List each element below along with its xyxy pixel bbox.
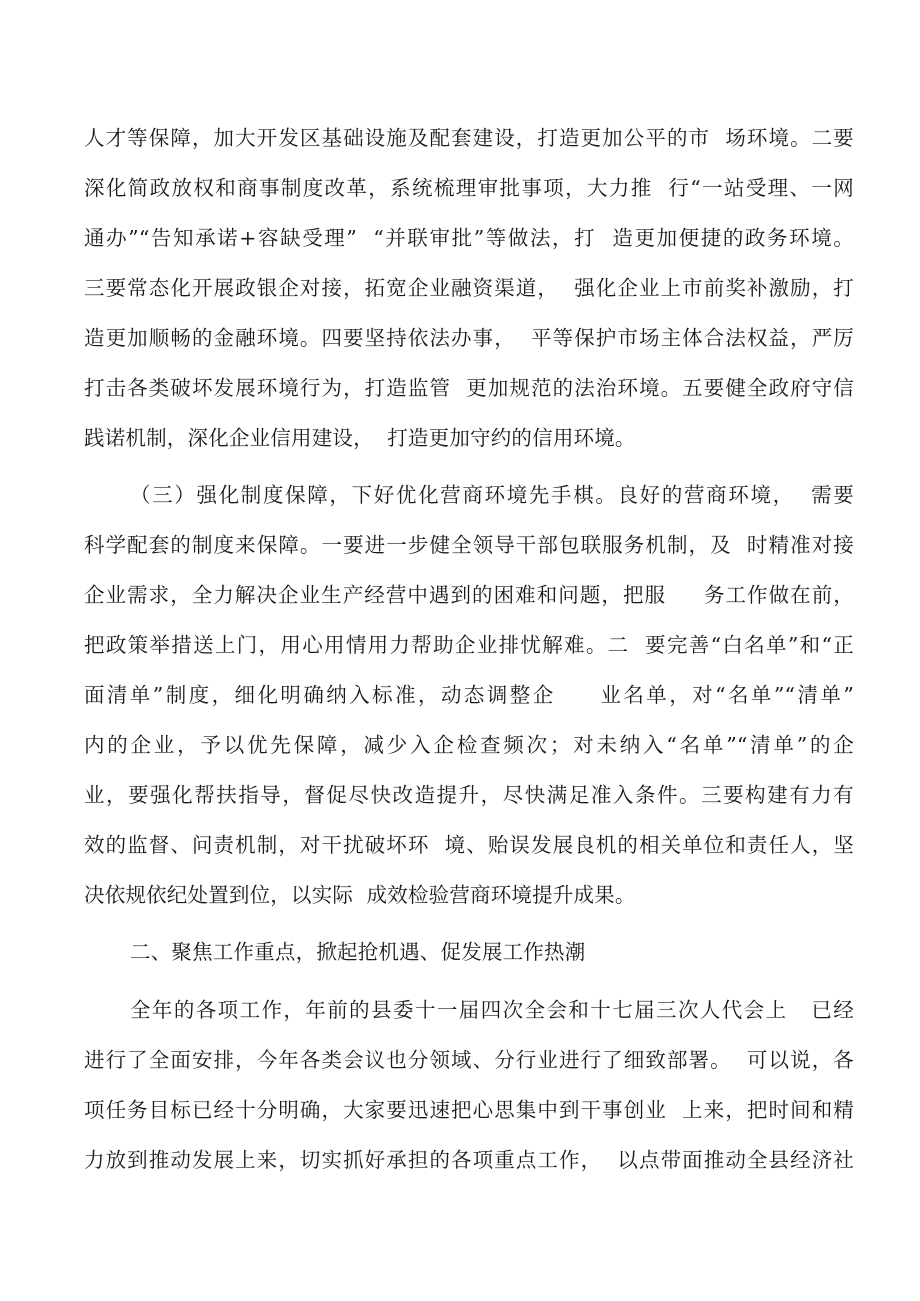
text-line: 效的监督、问责机制，对干扰破坏环 境、贻误发展良机的相关单位和责任人，坚 [84,833,854,857]
text-line: 内的企业，予以优先保障，减少入企检查频次；对未纳入“名单”“清单”的企 [84,733,854,757]
text-line: 全年的各项工作，年前的县委十一届四次全会和十七届三次人代会上 已经 [130,998,854,1022]
text-line: 造更加顺畅的金融环境。四要坚持依法办事， 平等保护市场主体合法权益，严厉 [84,326,854,350]
text-line: 把政策举措送上门，用心用情用力帮助企业排忧解难。二 要完善“白名单”和“正 [84,633,854,657]
text-line: 力放到推动发展上来，切实抓好承担的各项重点工作， 以点带面推动全县经济社 [84,1148,854,1172]
section-heading-paragraph: （三）强化制度保障，下好优化营商环境先手棋。良好的营商环境， 需要 [130,483,854,507]
text-line: 科学配套的制度来保障。一要进一步健全领导干部包联服务机制，及 时精准对接 [84,533,854,557]
text-line: 践诺机制，深化企业信用建设， 打造更加守约的信用环境。 [84,426,636,450]
text-line: 通办”“告知承诺+容缺受理” “并联审批”等做法，打 造更加便捷的政务环境。 [84,226,854,250]
text-line: 进行了全面安排，今年各类会议也分领域、分行业进行了细致部署。 可以说，各 [84,1048,854,1072]
section-heading: 二、聚焦工作重点，掀起抢机遇、促发展工作热潮 [130,940,586,964]
text-line: 企业需求，全力解决企业生产经营中遇到的困难和问题，把服 务工作做在前， [84,583,854,607]
text-line: 三要常态化开展政银企对接，拓宽企业融资渠道， 强化企业上市前奖补激励，打 [84,276,854,300]
text-line: 决依规依纪处置到位，以实际 成效检验营商环境提升成果。 [84,883,636,907]
text-line: 面清单”制度，细化明确纳入标准，动态调整企 业名单，对“名单”“清单” [84,683,854,707]
text-line: 项任务目标已经十分明确，大家要迅速把心思集中到干事创业 上来，把时间和精 [84,1098,854,1122]
text-line: 深化简政放权和商事制度改革，系统梳理审批事项，大力推 行“一站受理、一网 [84,176,854,200]
text-line: 业，要强化帮扶指导，督促尽快改造提升，尽快满足准入条件。三要构建有力有 [84,783,854,807]
text-line: 人才等保障，加大开发区基础设施及配套建设，打造更加公平的市 场环境。二要 [84,126,854,150]
text-line: 打击各类破坏发展环境行为，打造监管 更加规范的法治环境。五要健全政府守信 [84,376,854,400]
